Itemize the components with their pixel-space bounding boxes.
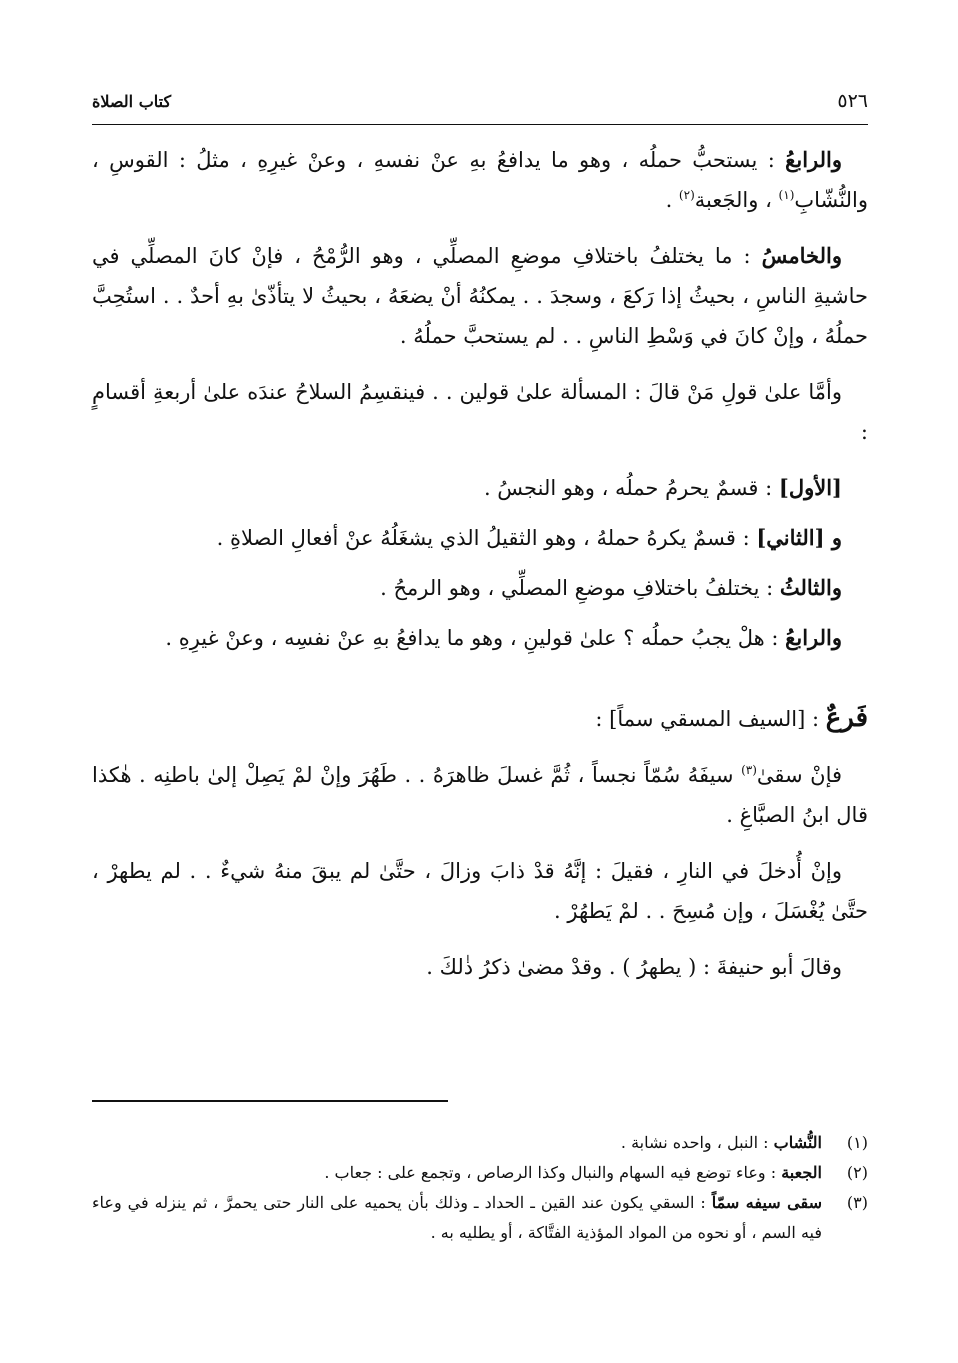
footnote-body: : النبل ، واحده نشابة .: [620, 1133, 774, 1152]
footnote-3: [92, 1188, 868, 1248]
footnote-term: سقى سيفه سمّاً: [711, 1193, 822, 1212]
footnote-body: : السقي يكون عند القين ـ الحداد ـ وذلك بأن يحميه على النار حتى يحمرَّ ، ثم ينزله في وعاء فيه السم ، أو نحوه من المواد المؤذية الفتَّاكة ، أو يطليه به .: [92, 1193, 822, 1242]
paragraph-lead: و [الثاني]: [756, 525, 842, 550]
paragraph-lead: والخامسُ: [761, 243, 842, 268]
paragraph-lead: والرابعُ: [785, 625, 842, 650]
paragraph-text: سيفَهُ سُمّاً نجساً ، ثُمَّ غسلَ ظاهرَهُ . . طَهُرَ وإنْ لمْ يَصِلْ إلىٰ باطنِه . هٰكذا قال ابنُ الصبَّاغِ .: [92, 763, 868, 827]
paragraph-fourth: [92, 140, 868, 220]
footnotes: [92, 1128, 868, 1248]
paragraph-text: : قسمٌ يحرمُ حملُه ، وهو النجسُ .: [483, 476, 779, 500]
page-number: ٥٢٦: [837, 90, 868, 112]
footnote-text: [92, 1158, 822, 1188]
book-title: كتاب الصلاة: [92, 92, 172, 111]
branch-heading: [92, 698, 868, 739]
footnote-number: (٣): [846, 1193, 868, 1212]
footnote-2: [92, 1158, 868, 1188]
footnote-term: الجعبة: [781, 1163, 822, 1182]
category-fourth: [92, 618, 868, 658]
running-header: [92, 90, 868, 118]
paragraph-text: فإنْ سقىٰ: [756, 763, 843, 787]
paragraph-text: : هلْ يجبُ حملُه ؟ علىٰ قولينِ ، وهو ما يدافعُ بهِ عنْ نفسِه ، وعنْ غيرِهِ .: [165, 626, 786, 650]
paragraph-lead: [الأول]: [778, 475, 842, 500]
footnote-1: [92, 1128, 868, 1158]
paragraph-fifth: [92, 236, 868, 356]
paragraph-text: ، والجَعبة: [694, 188, 779, 212]
footnote-divider: [92, 1100, 448, 1102]
paragraph-text: : ما يختلفُ باختلافِ موضعِ المصلِّي ، وهو الرُّمْحُ ، فإنْ كانَ المصلِّي في حاشيةِ الناسِ ، بحيثُ إذا رَكعَ ، وسجدَ . . يمكنُهُ أنْ يضعَهُ ، بحيثُ لا يتأذّىٰ بهِ أحدٌ . . استُحِبَّ حملُهُ ، وإنْ كانَ في وَسْطِ الناسِ . . لم يستحبَّ حملُهُ .: [92, 244, 868, 348]
paragraph-lead: والثالثُ: [779, 575, 842, 600]
paragraph-abu-hanifa: [92, 947, 868, 987]
footnote-ref-2[interactable]: (٢): [678, 188, 695, 202]
category-second: [92, 518, 868, 558]
footnote-text: [92, 1188, 822, 1248]
paragraph-text: : يستحبُّ حملُه ، وهو ما يدافعُ بهِ عنْ نفسهِ ، وعنْ غيرِهِ ، مثلُ : القوسِ ، والنُّشّابِ: [92, 148, 868, 212]
paragraph-poisoned-sword: [92, 755, 868, 835]
main-text: [92, 140, 868, 1003]
footnote-ref-3[interactable]: (٣): [741, 763, 757, 777]
paragraph-text: وإنْ أُدخلَ في النارِ ، فقيلَ : إنَّهُ قدْ ذابَ وزالَ ، حتَّىٰ لم يبقَ منهُ شيءٌ . . لم يطهرْ ، حتَّىٰ يُغْسَلَ ، وإن مُسِحَ . . لمْ يَطهُرْ .: [92, 859, 868, 923]
branch-title: : [السيف المسقي سماً] :: [595, 707, 826, 731]
footnote-number: (٢): [846, 1163, 868, 1182]
branch-word: فَرعٌ: [825, 703, 868, 733]
paragraph-lead: والرابعُ: [785, 147, 842, 172]
footnote-ref-1[interactable]: (١): [778, 188, 795, 202]
book-page: [92, 78, 868, 1328]
paragraph-text: : قسمٌ يكرهُ حملهُ ، وهو الثقيلُ الذي يشغَلُهُ عنْ أفعالِ الصلاةِ .: [216, 526, 757, 550]
footnote-body: : وعاء توضع فيه السهام والنبال وكذا الرصاص ، وتجمع على : جعاب .: [324, 1163, 782, 1182]
category-third: [92, 568, 868, 608]
paragraph-text: وقالَ أبو حنيفةَ : ( يطهرُ ) . وقدْ مضىٰ ذكرُ ذٰلكَ .: [426, 955, 842, 979]
paragraph-text: وأمَّا علىٰ قولِ مَنْ قالَ : المسألة علىٰ قولين . . فينقسِمُ السلاحُ عندَه علىٰ أربعةِ أقسامٍ :: [92, 380, 868, 444]
paragraph-text: : يختلفُ باختلافِ موضعِ المصلِّي ، وهو الرمحُ .: [380, 576, 780, 600]
category-first: [92, 468, 868, 508]
paragraph-text: .: [665, 188, 679, 212]
footnote-text: [92, 1128, 822, 1158]
paragraph-four-categories: [92, 372, 868, 452]
header-divider: [92, 124, 868, 125]
footnote-number: (١): [846, 1133, 868, 1152]
footnote-term: النُّشاب: [773, 1133, 822, 1152]
paragraph-fire: [92, 851, 868, 931]
